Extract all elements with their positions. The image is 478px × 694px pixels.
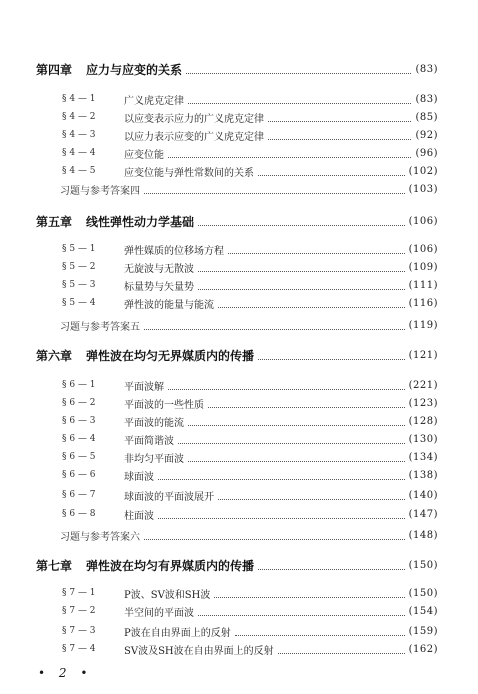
footer-left-mark: •: [38, 666, 46, 680]
toc-entry-number: § 4 — 3: [62, 130, 96, 140]
toc-entry-number: 第七章: [36, 558, 73, 573]
toc-exercise-row: [60, 180, 438, 198]
footer-page-number: 2: [58, 666, 67, 680]
toc-entry-number: § 4 — 4: [62, 148, 96, 158]
toc-chapter-row: [36, 556, 438, 574]
toc-leader-dots: [198, 613, 405, 616]
toc-page-number: (138): [408, 469, 438, 481]
toc-entry-title: 习题与参考答案六: [60, 531, 140, 543]
toc-entry-title: P波、SV波和SH波: [124, 589, 211, 601]
toc-leader-dots: [186, 71, 411, 74]
toc-page-number: (221): [408, 379, 438, 391]
toc-leader-dots: [144, 327, 405, 330]
toc-section-row: [62, 466, 438, 484]
toc-entry-title: 柱面波: [124, 510, 154, 522]
toc-leader-dots: [168, 387, 405, 390]
toc-page-number: (121): [408, 349, 438, 361]
toc-entry-title: 无旋波与无散波: [124, 263, 194, 275]
toc-entry-number: § 6 — 2: [62, 398, 96, 408]
page-footer: [38, 666, 97, 680]
toc-section-row: [62, 294, 438, 312]
toc-entry-number: § 6 — 7: [62, 490, 96, 500]
toc-entry-title: 弹性波在均匀无界媒质内的传播: [86, 348, 255, 363]
toc-leader-dots: [218, 305, 405, 308]
toc-section-row: [62, 448, 438, 466]
toc-section-row: [62, 108, 438, 126]
toc-chapter-row: [36, 346, 438, 364]
toc-entry-title: 以应变表示应力的广义虎克定律: [124, 113, 264, 125]
toc-page-number: (119): [408, 319, 438, 331]
toc-leader-dots: [198, 223, 405, 226]
toc-section-row: [62, 430, 438, 448]
toc-entry-number: § 4 — 2: [62, 112, 96, 122]
toc-entry-title: 非均匀平面波: [124, 453, 184, 465]
toc-page-number: (148): [408, 529, 438, 541]
toc-leader-dots: [258, 567, 405, 570]
toc-page-number: (140): [408, 489, 438, 501]
toc-page-number: (116): [408, 297, 438, 309]
toc-leader-dots: [178, 441, 405, 444]
toc-page-number: (159): [408, 625, 438, 637]
toc-entry-title: 以应力表示应变的广义虎克定律: [124, 131, 264, 143]
toc-entry-number: § 5 — 2: [62, 262, 96, 272]
toc-section-row: [62, 90, 438, 108]
toc-exercise-row: [60, 526, 438, 544]
toc-section-row: [62, 276, 438, 294]
toc-entry-number: § 6 — 4: [62, 434, 96, 444]
toc-entry-title: 弹性波的能量与能流: [124, 299, 214, 311]
toc-leader-dots: [188, 423, 405, 426]
toc-entry-title: 习题与参考答案五: [60, 321, 140, 333]
toc-page-number: (109): [408, 261, 438, 273]
toc-page-number: (92): [415, 129, 438, 141]
toc-leader-dots: [144, 191, 405, 194]
toc-section-row: [62, 126, 438, 144]
toc-entry-number: § 6 — 6: [62, 470, 96, 480]
toc-section-row: [62, 394, 438, 412]
toc-entry-title: 平面波的一些性质: [124, 399, 204, 411]
toc-section-row: [62, 486, 438, 504]
toc-entry-number: § 7 — 1: [62, 588, 96, 598]
toc-entry-title: 半空间的平面波: [124, 607, 194, 619]
toc-leader-dots: [228, 251, 405, 254]
toc-leader-dots: [198, 287, 405, 290]
toc-page-number: (106): [408, 243, 438, 255]
toc-chapter-row: [36, 60, 438, 78]
toc-entry-number: § 6 — 3: [62, 416, 96, 426]
toc-section-row: [62, 640, 438, 658]
toc-entry-title: 应变位能: [124, 149, 164, 161]
toc-page-number: (130): [408, 433, 438, 445]
toc-page-number: (123): [408, 397, 438, 409]
toc-page-number: (150): [408, 559, 438, 571]
toc-page-number: (83): [415, 93, 438, 105]
toc-entry-number: 第五章: [36, 214, 73, 229]
toc-leader-dots: [268, 119, 411, 122]
toc-leader-dots: [235, 633, 405, 636]
toc-entry-title: 平面简谐波: [124, 435, 174, 447]
toc-entry-number: § 7 — 2: [62, 606, 96, 616]
toc-section-row: [62, 258, 438, 276]
toc-entry-number: § 5 — 1: [62, 244, 96, 254]
toc-entry-title: 平面波解: [124, 381, 164, 393]
toc-page-number: (103): [408, 183, 438, 195]
toc-leader-dots: [188, 101, 411, 104]
toc-section-row: [62, 240, 438, 258]
toc-entry-number: § 5 — 4: [62, 298, 96, 308]
toc-page-number: (162): [408, 643, 438, 655]
toc-leader-dots: [278, 651, 405, 654]
toc-entry-title: 球面波: [124, 471, 154, 483]
toc-entry-number: § 6 — 8: [62, 509, 96, 519]
toc-entry-title: 弹性媒质的位移场方程: [124, 245, 224, 257]
toc-page-number: (83): [415, 63, 438, 75]
toc-entry-number: 第四章: [36, 62, 73, 77]
toc-page-number: (102): [408, 165, 438, 177]
toc-entry-number: § 4 — 5: [62, 166, 96, 176]
toc-section-row: [62, 162, 438, 180]
toc-leader-dots: [218, 497, 405, 500]
toc-leader-dots: [144, 537, 405, 540]
toc-entry-number: § 7 — 3: [62, 626, 96, 636]
toc-section-row: [62, 376, 438, 394]
toc-exercise-row: [60, 316, 438, 334]
toc-entry-number: § 6 — 1: [62, 380, 96, 390]
toc-leader-dots: [268, 137, 411, 140]
toc-entry-title: SV波及SH波在自由界面上的反射: [124, 645, 274, 657]
toc-section-row: [62, 505, 438, 523]
toc-entry-number: § 6 — 5: [62, 452, 96, 462]
toc-entry-number: 第六章: [36, 348, 73, 363]
toc-entry-title: 平面波的能流: [124, 417, 184, 429]
toc-page-number: (96): [415, 147, 438, 159]
toc-entry-title: 球面波的平面波展开: [124, 491, 214, 503]
toc-entry-title: 应变位能与弹性常数间的关系: [124, 167, 254, 179]
toc-section-row: [62, 144, 438, 162]
toc-entry-title: 弹性波在均匀有界媒质内的传播: [86, 558, 255, 573]
toc-leader-dots: [158, 477, 405, 480]
toc-page-number: (111): [408, 279, 438, 291]
toc-entry-title: 线性弹性动力学基础: [86, 214, 195, 229]
toc-page-number: (106): [408, 215, 438, 227]
toc-entry-number: § 4 — 1: [62, 94, 96, 104]
toc-entry-title: 标量势与矢量势: [124, 281, 194, 293]
toc-entry-title: P波在自由界面上的反射: [124, 627, 231, 639]
toc-entry-number: § 7 — 4: [62, 644, 96, 654]
toc-leader-dots: [214, 595, 404, 598]
toc-leader-dots: [258, 173, 405, 176]
toc-leader-dots: [168, 155, 411, 158]
toc-leader-dots: [258, 357, 405, 360]
toc-page-number: (128): [408, 415, 438, 427]
toc-leader-dots: [198, 269, 405, 272]
toc-leader-dots: [208, 405, 405, 408]
toc-entry-title: 广义虎克定律: [124, 95, 184, 107]
toc-section-row: [62, 584, 438, 602]
toc-section-row: [62, 602, 438, 620]
toc-entry-title: 应力与应变的关系: [86, 62, 183, 77]
toc-entry-number: § 5 — 3: [62, 280, 96, 290]
toc-entry-title: 习题与参考答案四: [60, 185, 140, 197]
toc-page-number: (154): [408, 605, 438, 617]
toc-chapter-row: [36, 212, 438, 230]
toc-page-number: (150): [408, 587, 438, 599]
footer-right-mark: •: [80, 666, 88, 680]
toc-leader-dots: [188, 459, 405, 462]
toc-section-row: [62, 412, 438, 430]
toc-page-number: (85): [415, 111, 438, 123]
toc-leader-dots: [158, 516, 405, 519]
toc-page-number: (147): [408, 508, 438, 520]
toc-section-row: [62, 622, 438, 640]
toc-page-number: (134): [408, 451, 438, 463]
